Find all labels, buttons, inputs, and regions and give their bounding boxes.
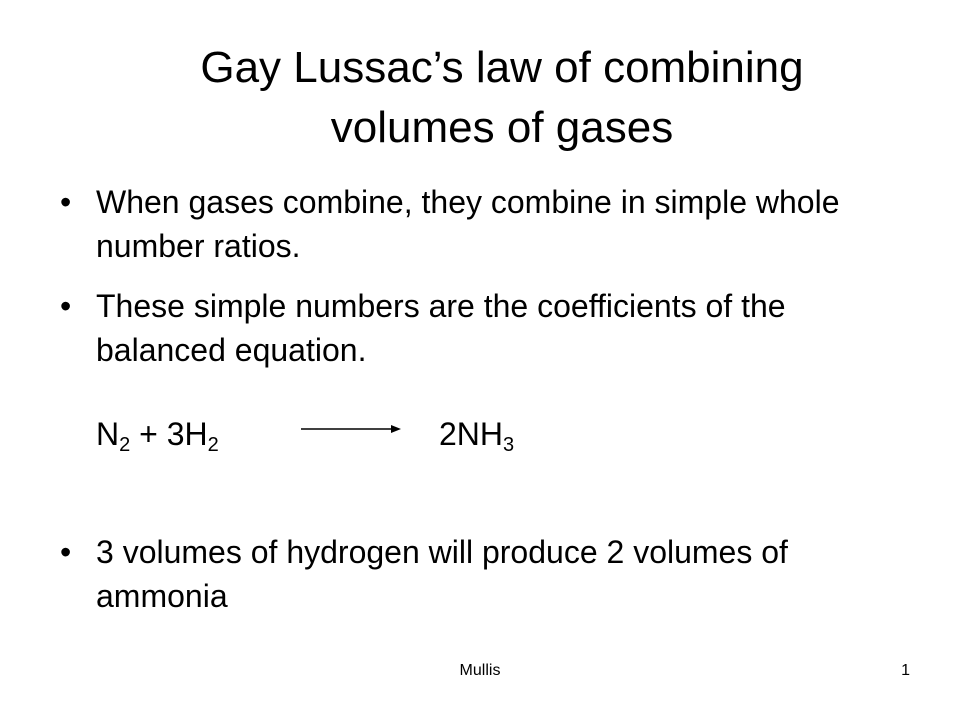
chemical-equation bbox=[96, 412, 596, 456]
bullet-icon: • bbox=[60, 288, 72, 324]
product-text: 2NH bbox=[439, 416, 504, 452]
product-subscript: 3 bbox=[503, 434, 515, 456]
slide-title bbox=[70, 38, 934, 158]
bullet-text-2: These simple numbers are the coefficients of the balanced equation. bbox=[96, 288, 786, 368]
bullet-list bbox=[60, 180, 920, 388]
page-number: 1 bbox=[901, 662, 910, 679]
footer-author: Mullis bbox=[459, 662, 501, 679]
equation-product bbox=[439, 412, 514, 456]
reactant-n: N bbox=[96, 416, 120, 452]
reactant-h-subscript: 2 bbox=[207, 434, 219, 456]
bullet-icon: • bbox=[60, 184, 72, 220]
bullet-icon: • bbox=[60, 534, 72, 570]
bullet-item-2 bbox=[60, 284, 920, 372]
reactant-h: + 3H bbox=[130, 416, 208, 452]
title-line-1: Gay Lussac’s law of combining bbox=[200, 43, 804, 92]
bullet-item-3 bbox=[60, 530, 920, 618]
bullet-item-1 bbox=[60, 180, 920, 268]
bullet-text-1: When gases combine, they combine in simple whole number ratios. bbox=[96, 184, 840, 264]
reaction-arrow-icon bbox=[301, 422, 401, 436]
title-line-2: volumes of gases bbox=[330, 103, 674, 152]
reactant-n-subscript: 2 bbox=[119, 434, 131, 456]
bullet-text-3: 3 volumes of hydrogen will produce 2 volumes of ammonia bbox=[96, 534, 788, 614]
equation-reactants bbox=[96, 412, 219, 456]
